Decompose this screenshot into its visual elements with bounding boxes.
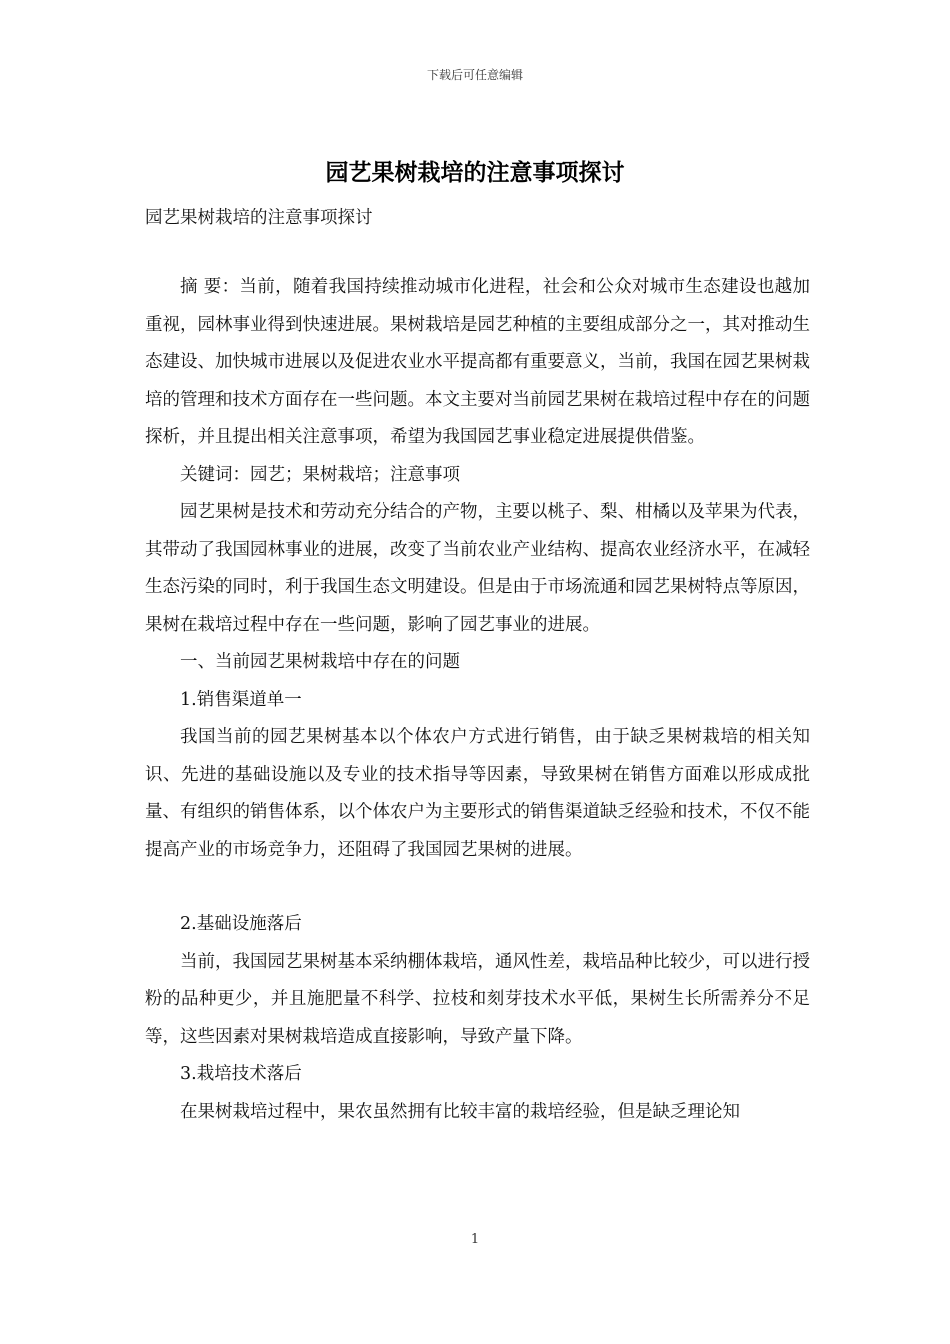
header-note: 下载后可任意编辑 bbox=[426, 68, 523, 82]
subsection-heading: 2.基础设施落后 bbox=[180, 914, 302, 934]
page-number: 1 bbox=[470, 1232, 480, 1247]
body-paragraph: 在果树栽培过程中，果农虽然拥有比较丰富的栽培经验，但是缺乏理论知 bbox=[180, 1101, 740, 1122]
keywords-paragraph: 关键词：园艺；果树栽培；注意事项 bbox=[180, 464, 460, 485]
abstract-paragraph: 摘 要：当前，随着我国持续推动城市化进程，社会和公众对城市生态建设也越加重视，园林事业得到快速进展。果树栽培是园艺种植的主要组成部分之一，其对推动生态建设、加快城市进展以及促进农业水平提高都有重要意义，当前，我国在园艺果树栽培的管理和技术方面存在一些问题。本文主要对当前园艺果树在栽培过程中存在的问题探析，并且提出相关注意事项，希望为我国园艺事业稳定进展提供借鉴。 bbox=[145, 277, 810, 447]
body-paragraph: 当前，我国园艺果树基本采纳棚体栽培，通风性差，栽培品种比较少，可以进行授粉的品种更少，并且施肥量不科学、拉枝和刻芽技术水平低，果树生长所需养分不足等，这些因素对果树栽培造成直接影响，导致产量下降。 bbox=[145, 951, 810, 1047]
subsection-heading: 1.销售渠道单一 bbox=[180, 689, 302, 710]
document-subtitle: 园艺果树栽培的注意事项探讨 bbox=[145, 208, 373, 228]
document-body bbox=[145, 269, 810, 1131]
body-paragraph: 我国当前的园艺果树基本以个体农户方式进行销售，由于缺乏果树栽培的相关知识、先进的基础设施以及专业的技术指导等因素，导致果树在销售方面难以形成成批量、有组织的销售体系，以个体农户为主要形式的销售渠道缺乏经验和技术，不仅不能提高产业的市场竞争力，还阻碍了我国园艺果树的进展。 bbox=[145, 727, 810, 860]
document-title: 园艺果树栽培的注意事项探讨 bbox=[325, 159, 625, 186]
subsection-heading: 3.栽培技术落后 bbox=[180, 1064, 302, 1084]
section-heading: 一、当前园艺果树栽培中存在的问题 bbox=[180, 652, 460, 672]
intro-paragraph: 园艺果树是技术和劳动充分结合的产物，主要以桃子、梨、柑橘以及苹果为代表，其带动了我国园林事业的进展，改变了当前农业产业结构、提高农业经济水平，在减轻生态污染的同时，利于我国生态文明建设。但是由于市场流通和园艺果树特点等原因，果树在栽培过程中存在一些问题，影响了园艺事业的进展。 bbox=[145, 502, 810, 635]
